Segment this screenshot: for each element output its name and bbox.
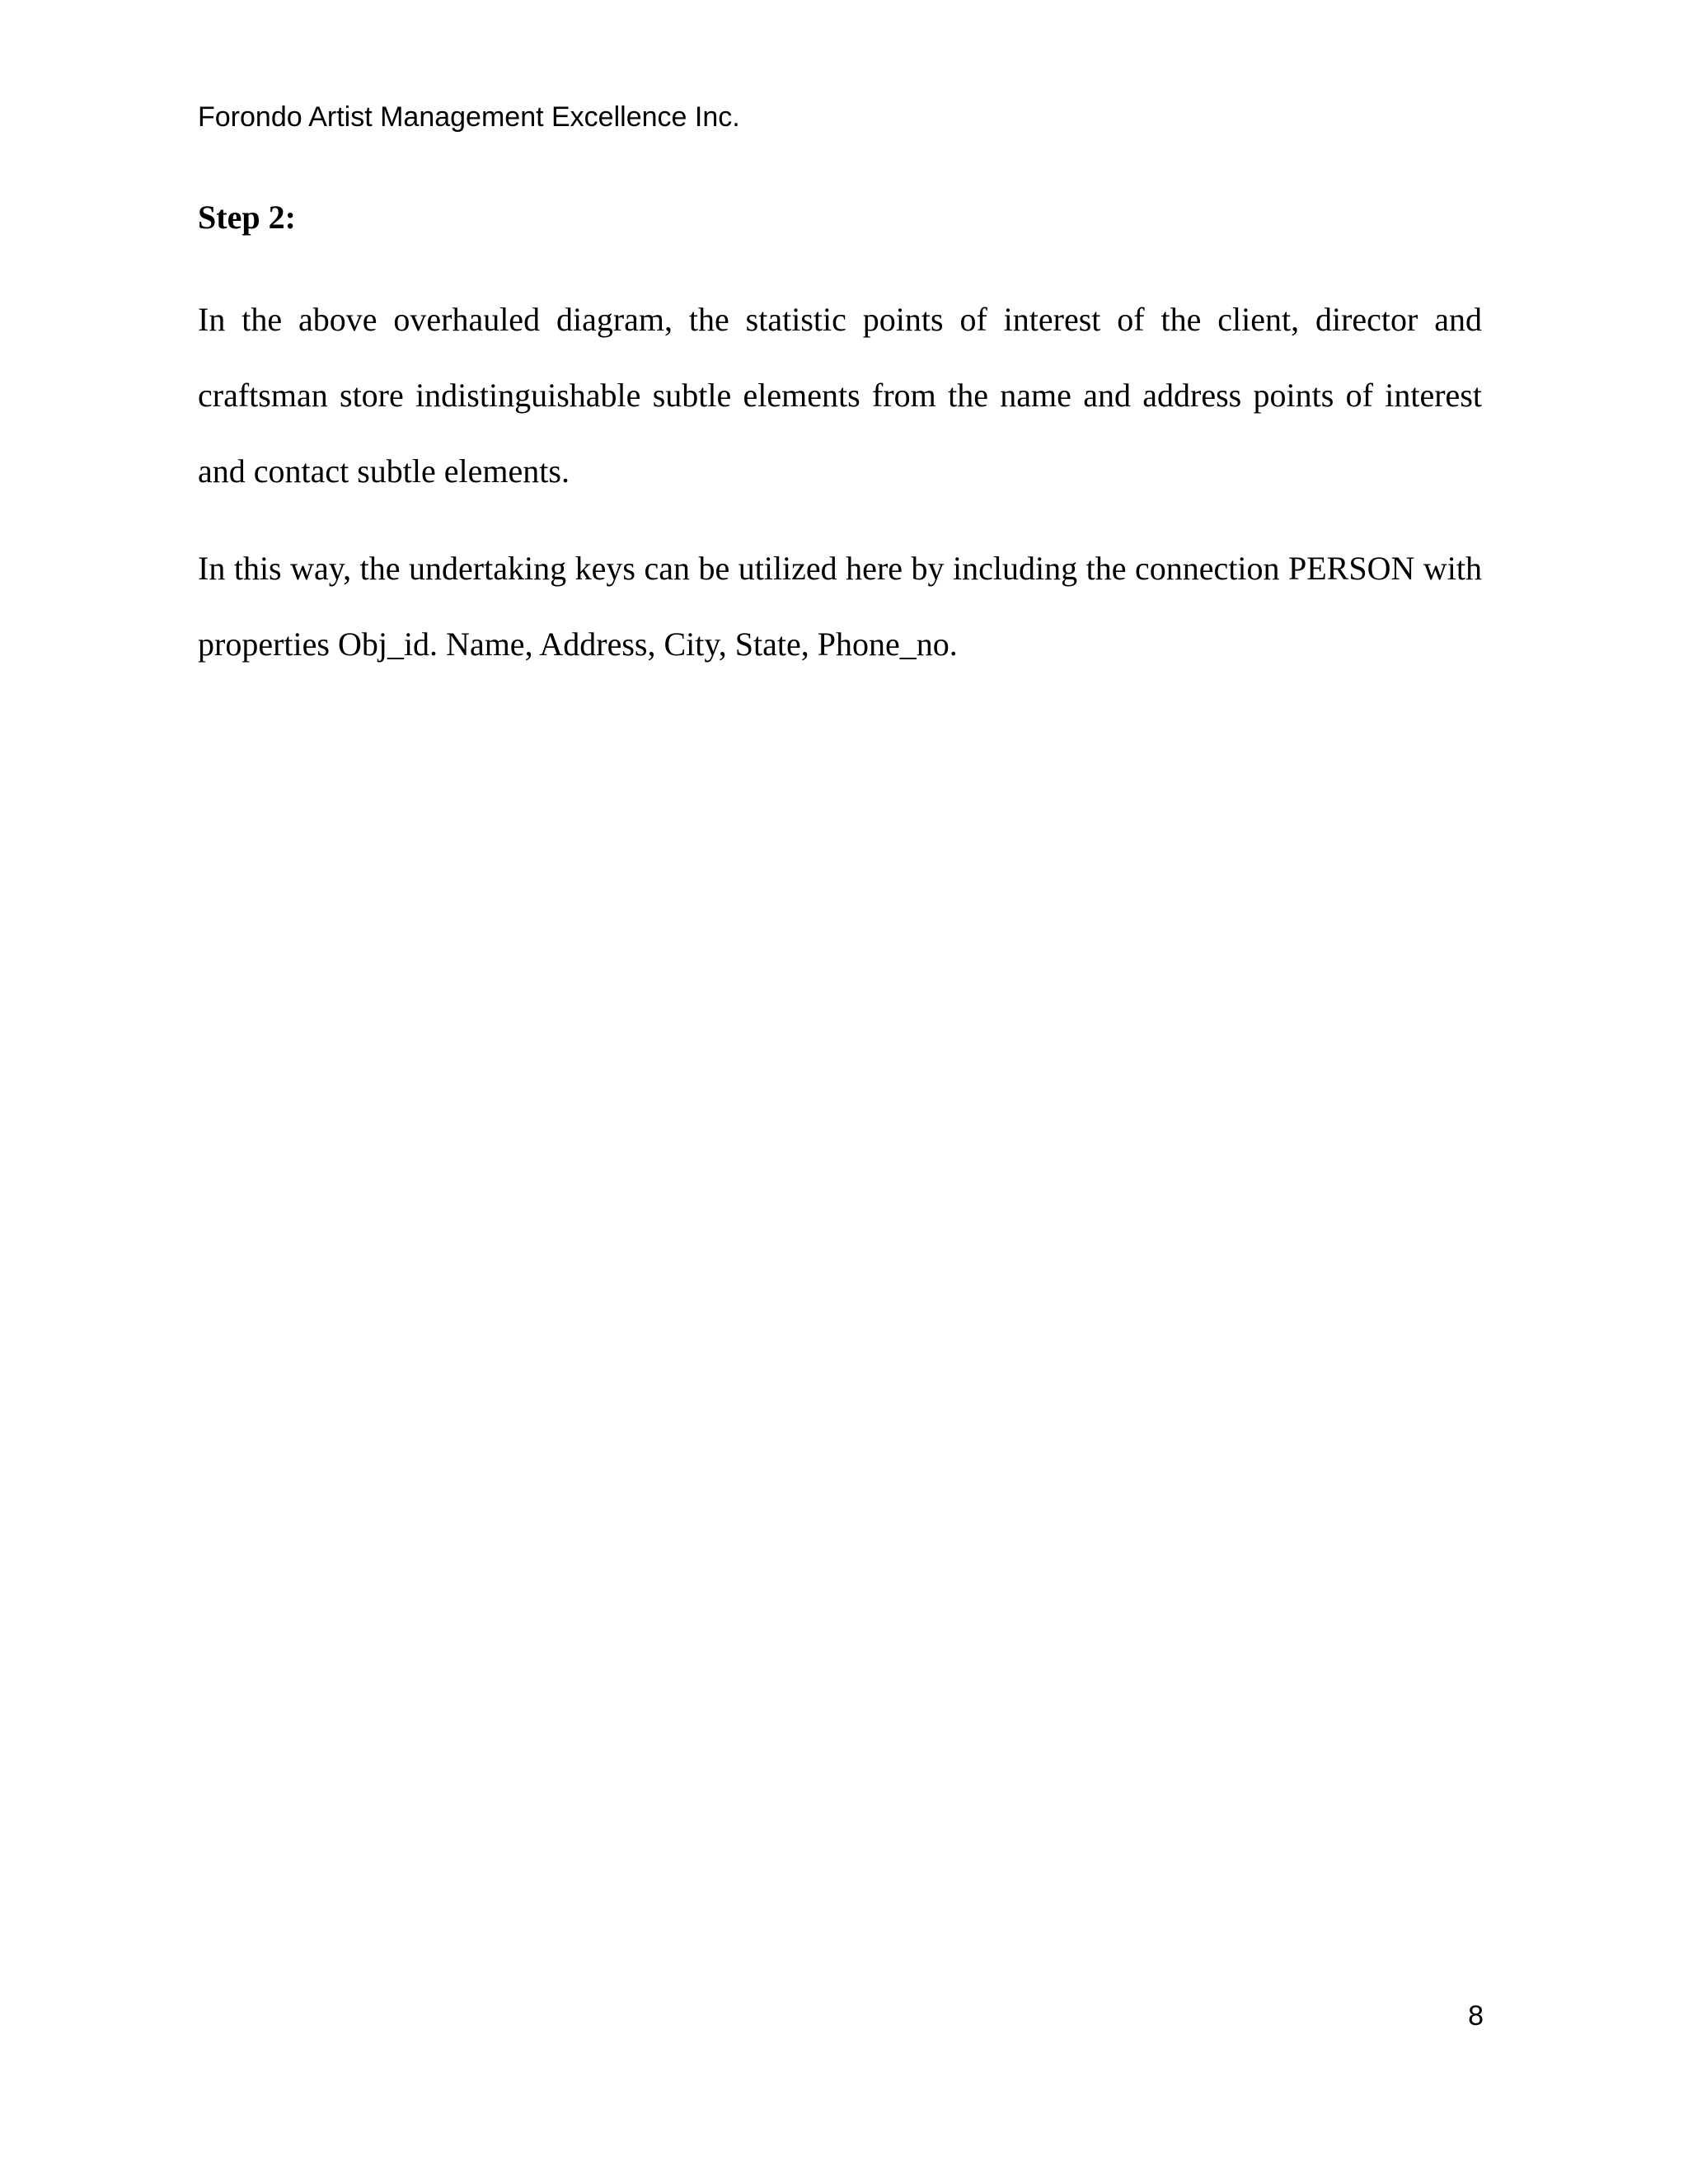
document-body [198,193,1482,682]
page-number: 8 [1468,2000,1484,2032]
body-paragraph: In the above overhauled diagram, the statistic points of interest of the client, director and craftsman store indistinguishable subtle elements from the name and address points of interest and contact subtle elements. [198,301,1482,490]
body-paragraph: In this way, the undertaking keys can be utilized here by including the connection PERSON with properties Obj_id. Name, Address, City, State, Phone_no. [198,550,1482,663]
running-header: Forondo Artist Management Excellence Inc. [198,101,740,133]
step-heading: Step 2: [198,199,296,236]
